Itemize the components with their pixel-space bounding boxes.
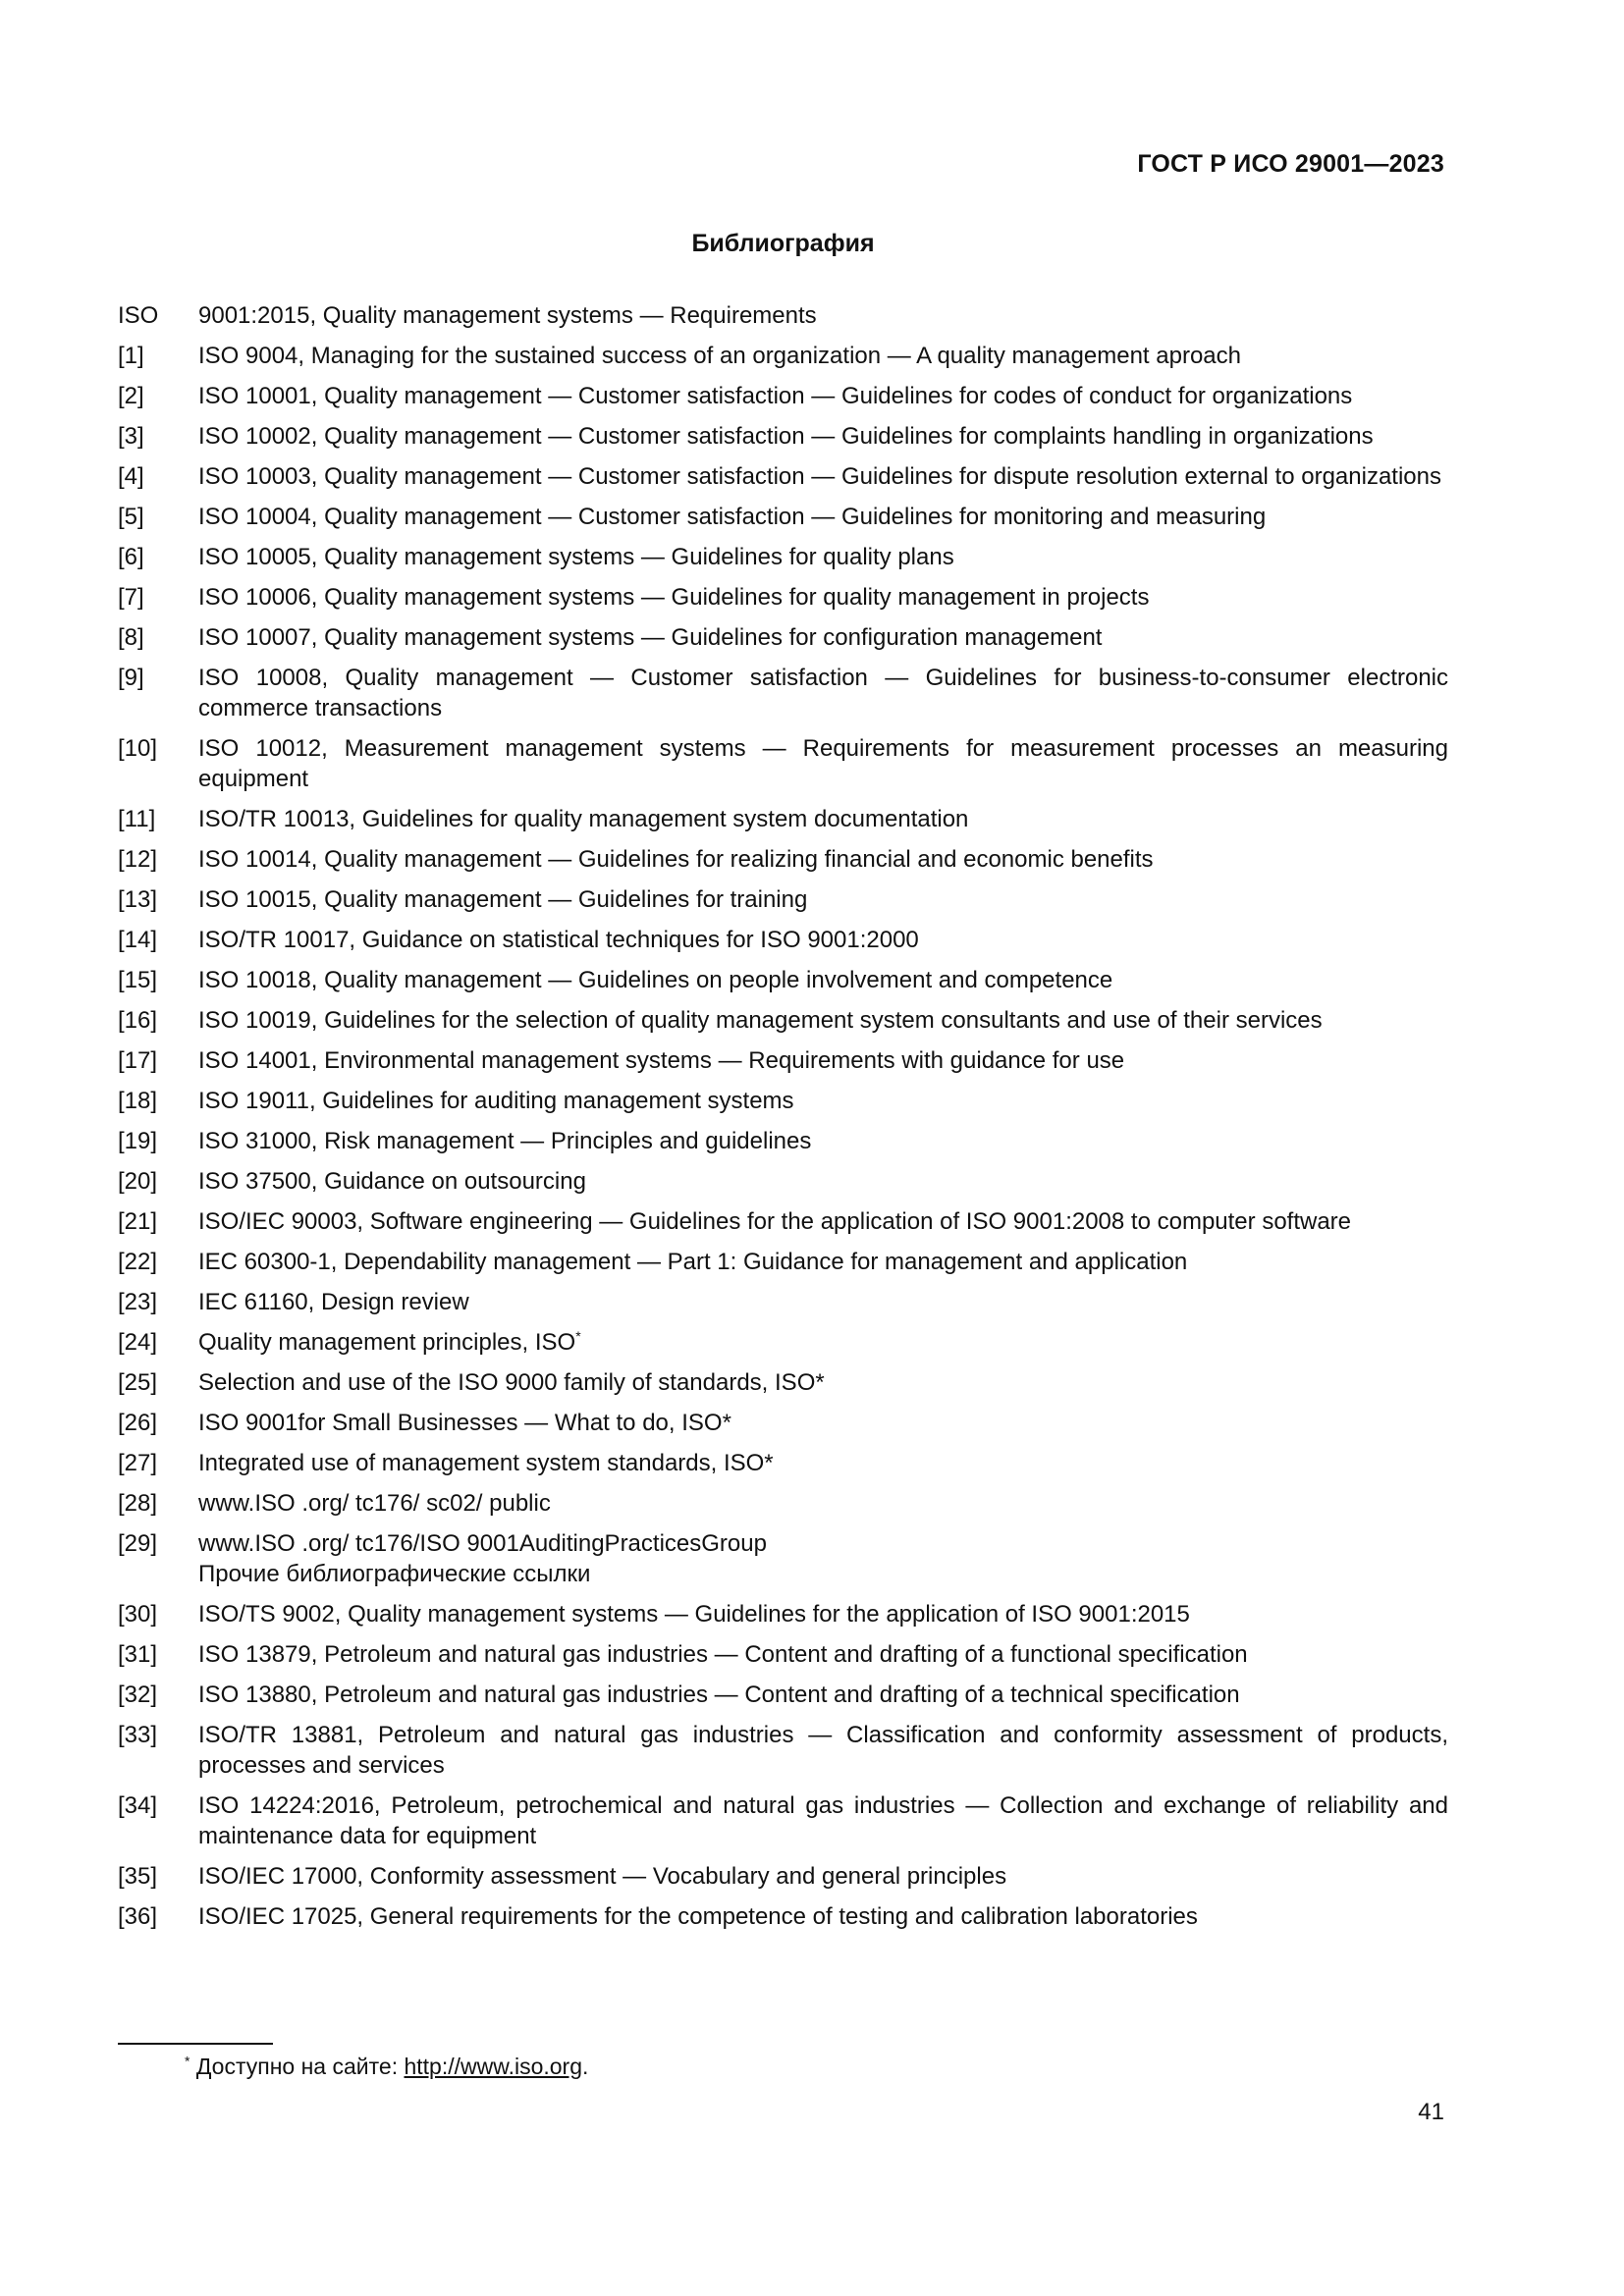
reference-item: [118, 1861, 1448, 1892]
reference-text: ISO 31000, Risk management — Principles and guidelines: [198, 1128, 812, 1154]
reference-text: ISO/TS 9002, Quality management systems — Guidelines for the application of ISO 9001:2015: [198, 1601, 1190, 1628]
reference-number: [24]: [118, 1329, 158, 1356]
reference-item: [118, 1488, 1448, 1519]
reference-number: [6]: [118, 544, 144, 570]
reference-item: [118, 804, 1448, 834]
reference-item: [118, 663, 1448, 723]
reference-number: [19]: [118, 1128, 158, 1154]
reference-text: ISO 10007, Quality management systems — Guidelines for configuration management: [198, 624, 1103, 651]
reference-text: ISO 10002, Quality management — Customer satisfaction — Guidelines for complaints handling in organizations: [198, 423, 1374, 450]
reference-item: [118, 421, 1448, 452]
reference-number: [2]: [118, 383, 144, 409]
reference-text-block: [198, 1247, 1448, 1277]
reference-text-block: [198, 622, 1448, 653]
reference-text-block: [198, 733, 1448, 794]
reference-item: [118, 582, 1448, 613]
reference-item: [118, 1247, 1448, 1277]
reference-text: ISO/IEC 17025, General requirements for the competence of testing and calibration laboratories: [198, 1903, 1198, 1930]
reference-number: [30]: [118, 1601, 158, 1628]
reference-item: [118, 1367, 1448, 1398]
reference-text: ISO 10008, Quality management — Customer satisfaction — Guidelines for business-to-consumer electronic commerce transactions: [198, 665, 1448, 721]
reference-text: ISO 14001, Environmental management systems — Requirements with guidance for use: [198, 1047, 1125, 1074]
reference-number: [11]: [118, 806, 156, 832]
reference-number: [36]: [118, 1903, 158, 1930]
reference-text-block: [198, 341, 1448, 371]
reference-item: [118, 622, 1448, 653]
reference-text-block: [198, 804, 1448, 834]
reference-text-block: [198, 1005, 1448, 1036]
reference-text-block: [198, 925, 1448, 955]
reference-number: [16]: [118, 1007, 158, 1034]
reference-text-block: [198, 1488, 1448, 1519]
reference-number: [3]: [118, 423, 144, 450]
reference-text-block: [198, 381, 1448, 411]
reference-text: ISO/TR 10017, Guidance on statistical techniques for ISO 9001:2000: [198, 927, 919, 953]
reference-text-block: [198, 1367, 1448, 1398]
reference-text-block: [198, 461, 1448, 492]
reference-text: ISO 10001, Quality management — Customer satisfaction — Guidelines for codes of conduct for organizations: [198, 383, 1353, 409]
reference-text: ISO 9004, Managing for the sustained success of an organization — A quality management aproach: [198, 343, 1241, 369]
footnote-marker: *: [185, 2053, 190, 2069]
reference-item: [118, 1045, 1448, 1076]
reference-number: [4]: [118, 463, 144, 490]
footnote-text: Доступно на сайте:: [195, 2054, 405, 2079]
reference-text-block: [198, 1720, 1448, 1781]
reference-number: [18]: [118, 1088, 158, 1114]
reference-text-block: [198, 1408, 1448, 1438]
reference-text: Selection and use of the ISO 9000 family of standards, ISO*: [198, 1369, 825, 1396]
reference-text-block: [198, 1086, 1448, 1116]
reference-list: [118, 300, 1448, 1942]
reference-item: [118, 1166, 1448, 1197]
reference-text: ISO/IEC 90003, Software engineering — Guidelines for the application of ISO 9001:2008 to computer software: [198, 1208, 1352, 1235]
reference-text: ISO/IEC 17000, Conformity assessment — Vocabulary and general principles: [198, 1863, 1007, 1890]
reference-number: ISO: [118, 302, 159, 329]
reference-item: [118, 1680, 1448, 1710]
reference-item: [118, 844, 1448, 875]
reference-text-block: [198, 300, 1448, 331]
reference-text-block: [198, 1861, 1448, 1892]
reference-number: [13]: [118, 886, 158, 913]
reference-text-block: [198, 421, 1448, 452]
reference-text-block: [198, 1045, 1448, 1076]
reference-item: [118, 1005, 1448, 1036]
reference-number: [7]: [118, 584, 144, 611]
reference-item: [118, 733, 1448, 794]
footnote-divider: [118, 2043, 273, 2045]
reference-number: [10]: [118, 735, 158, 762]
reference-item: [118, 1528, 1448, 1589]
reference-text-block: [198, 1790, 1448, 1851]
reference-number: [20]: [118, 1168, 158, 1195]
reference-text-block: [198, 542, 1448, 572]
reference-number: [28]: [118, 1490, 158, 1517]
reference-text: ISO/TR 10013, Guidelines for quality management system documentation: [198, 806, 969, 832]
document-id: ГОСТ Р ИСО 29001—2023: [1137, 150, 1444, 178]
reference-number: [17]: [118, 1047, 158, 1074]
footnote-link[interactable]: http://www.iso.org: [404, 2054, 583, 2079]
reference-item: [118, 1720, 1448, 1781]
section-subheading: Прочие библиографические ссылки: [198, 1561, 591, 1587]
reference-item: [118, 1639, 1448, 1670]
reference-text: ISO 37500, Guidance on outsourcing: [198, 1168, 586, 1195]
reference-number: [15]: [118, 967, 158, 993]
page-number: 41: [1418, 2099, 1444, 2125]
reference-text: ISO 10005, Quality management systems — Guidelines for quality plans: [198, 544, 954, 570]
reference-item: [118, 965, 1448, 995]
reference-item: [118, 381, 1448, 411]
reference-item: [118, 884, 1448, 915]
reference-item: [118, 542, 1448, 572]
reference-text-block: [198, 1901, 1448, 1932]
reference-number: [9]: [118, 665, 144, 691]
reference-item: [118, 925, 1448, 955]
reference-text: ISO 10015, Quality management — Guidelines for training: [198, 886, 808, 913]
reference-number: [29]: [118, 1530, 158, 1557]
reference-text: www.ISO .org/ tc176/ sc02/ public: [198, 1490, 551, 1517]
reference-number: [22]: [118, 1249, 158, 1275]
reference-text: ISO 10006, Quality management systems — Guidelines for quality management in projects: [198, 584, 1150, 611]
reference-number: [5]: [118, 504, 144, 530]
reference-text-block: [198, 965, 1448, 995]
reference-number: [14]: [118, 927, 158, 953]
reference-text-block: [198, 1126, 1448, 1156]
reference-item: [118, 1448, 1448, 1478]
reference-text-block: [198, 1166, 1448, 1197]
reference-text-block: [198, 1327, 1448, 1358]
reference-item: [118, 1327, 1448, 1358]
reference-item: [118, 1086, 1448, 1116]
reference-number: [1]: [118, 343, 144, 369]
reference-text: ISO 10014, Quality management — Guidelines for realizing financial and economic benefits: [198, 846, 1154, 873]
reference-text: 9001:2015, Quality management systems — Requirements: [198, 302, 817, 329]
reference-item: [118, 1126, 1448, 1156]
reference-text-block: [198, 663, 1448, 723]
page-title: Библиография: [691, 230, 875, 257]
reference-item: [118, 461, 1448, 492]
reference-number: [34]: [118, 1792, 158, 1819]
reference-number: [33]: [118, 1722, 158, 1748]
reference-text-block: [198, 884, 1448, 915]
reference-item: [118, 1408, 1448, 1438]
reference-text: Integrated use of management system standards, ISO*: [198, 1450, 774, 1476]
reference-item: [118, 1599, 1448, 1629]
reference-item: [118, 1901, 1448, 1932]
reference-item: [118, 1790, 1448, 1851]
reference-item: [118, 1287, 1448, 1317]
reference-number: [32]: [118, 1682, 158, 1708]
reference-number: [21]: [118, 1208, 158, 1235]
reference-text: www.ISO .org/ tc176/ISO 9001AuditingPracticesGroup: [198, 1530, 767, 1557]
reference-text: ISO 19011, Guidelines for auditing management systems: [198, 1088, 794, 1114]
reference-number: [31]: [118, 1641, 158, 1668]
reference-text: ISO 14224:2016, Petroleum, petrochemical and natural gas industries — Collection and exchange of reliability and maintenance data for equipment: [198, 1792, 1448, 1849]
reference-text: ISO/TR 13881, Petroleum and natural gas industries — Classification and conformity assessment of products, processes and services: [198, 1722, 1448, 1779]
reference-number: [26]: [118, 1410, 158, 1436]
reference-number: [35]: [118, 1863, 158, 1890]
reference-text: ISO 10019, Guidelines for the selection of quality management system consultants and use of their services: [198, 1007, 1323, 1034]
reference-number: [8]: [118, 624, 144, 651]
reference-number: [27]: [118, 1450, 158, 1476]
reference-text-block: [198, 1599, 1448, 1629]
reference-number: [25]: [118, 1369, 158, 1396]
reference-text: ISO 13880, Petroleum and natural gas industries — Content and drafting of a technical specification: [198, 1682, 1240, 1708]
reference-text: ISO 9001for Small Businesses — What to do, ISO*: [198, 1410, 731, 1436]
footnote: [185, 2052, 588, 2081]
reference-text: ISO 10018, Quality management — Guidelines on people involvement and competence: [198, 967, 1113, 993]
reference-text-block: [198, 1528, 1448, 1589]
footnote-reference-marker: *: [575, 1328, 581, 1344]
reference-text-block: [198, 582, 1448, 613]
reference-text-block: [198, 1639, 1448, 1670]
reference-item: [118, 341, 1448, 371]
reference-text: ISO 10004, Quality management — Customer satisfaction — Guidelines for monitoring and measuring: [198, 504, 1267, 530]
reference-text-block: [198, 1206, 1448, 1237]
footnote-end: .: [582, 2054, 589, 2079]
reference-text-block: [198, 502, 1448, 532]
reference-text-block: [198, 844, 1448, 875]
reference-item: [118, 502, 1448, 532]
reference-number: [12]: [118, 846, 158, 873]
reference-text: ISO 10003, Quality management — Customer satisfaction — Guidelines for dispute resolution external to organizations: [198, 463, 1441, 490]
reference-text: IEC 60300-1, Dependability management — Part 1: Guidance for management and application: [198, 1249, 1188, 1275]
reference-item: [118, 1206, 1448, 1237]
reference-text: Quality management principles, ISO: [198, 1329, 576, 1356]
reference-text-block: [198, 1680, 1448, 1710]
reference-text-block: [198, 1448, 1448, 1478]
reference-text: ISO 13879, Petroleum and natural gas industries — Content and drafting of a functional specification: [198, 1641, 1248, 1668]
reference-text: IEC 61160, Design review: [198, 1289, 469, 1315]
reference-text-block: [198, 1287, 1448, 1317]
reference-item: [118, 300, 1448, 331]
reference-number: [23]: [118, 1289, 158, 1315]
reference-text: ISO 10012, Measurement management systems — Requirements for measurement processes an measuring equipment: [198, 735, 1448, 792]
